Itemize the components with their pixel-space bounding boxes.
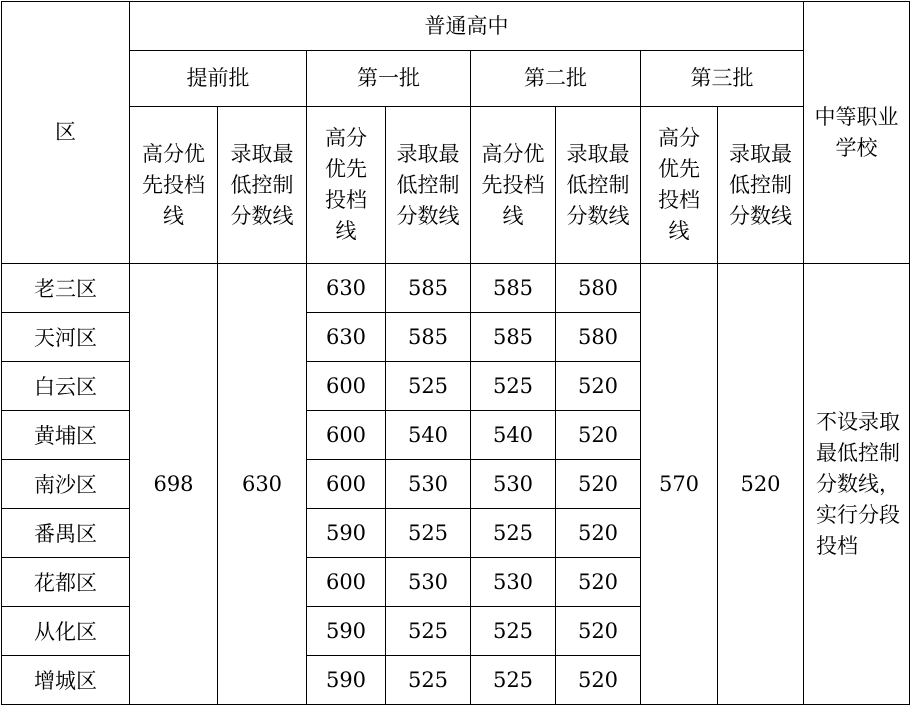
first-priority-score: 600 xyxy=(307,362,386,411)
third-min-col-header: 录取最低控制分数线 xyxy=(718,107,804,264)
third-priority-col-header: 高分优先投档线 xyxy=(641,107,718,264)
second-min-score: 520 xyxy=(556,558,641,607)
district-name: 花都区 xyxy=(2,558,130,607)
first-min-score: 530 xyxy=(386,558,471,607)
second-priority-col-header: 高分优先投档线 xyxy=(471,107,556,264)
first-min-score: 540 xyxy=(386,411,471,460)
second-min-score: 580 xyxy=(556,313,641,362)
second-priority-score: 540 xyxy=(471,411,556,460)
first-min-score: 525 xyxy=(386,656,471,705)
vocational-school-header: 中等职业学校 xyxy=(804,2,910,264)
first-min-col-header: 录取最低控制分数线 xyxy=(386,107,471,264)
second-priority-score: 585 xyxy=(471,313,556,362)
first-min-score: 585 xyxy=(386,313,471,362)
first-priority-score: 590 xyxy=(307,656,386,705)
first-priority-score: 590 xyxy=(307,509,386,558)
first-priority-score: 600 xyxy=(307,558,386,607)
first-priority-score: 630 xyxy=(307,313,386,362)
second-priority-score: 525 xyxy=(471,656,556,705)
district-name: 增城区 xyxy=(2,656,130,705)
third-priority-score: 570 xyxy=(641,264,718,705)
early-min-col-header: 录取最低控制分数线 xyxy=(218,107,307,264)
district-name: 白云区 xyxy=(2,362,130,411)
district-name: 老三区 xyxy=(2,264,130,313)
first-priority-score: 600 xyxy=(307,460,386,509)
early-priority-score: 698 xyxy=(130,264,218,705)
second-min-col-header: 录取最低控制分数线 xyxy=(556,107,641,264)
first-min-score: 525 xyxy=(386,362,471,411)
second-min-score: 520 xyxy=(556,362,641,411)
second-min-score: 520 xyxy=(556,411,641,460)
district-name: 南沙区 xyxy=(2,460,130,509)
vocational-note: 不设录取最低控制分数线，实行分段投档 xyxy=(804,264,910,705)
table-row xyxy=(2,264,910,313)
batch-second-header: 第二批 xyxy=(471,51,641,107)
early-priority-col-header: 高分优先投档线 xyxy=(130,107,218,264)
second-min-score: 520 xyxy=(556,656,641,705)
first-priority-score: 600 xyxy=(307,411,386,460)
district-name: 黄埔区 xyxy=(2,411,130,460)
first-min-score: 585 xyxy=(386,264,471,313)
second-priority-score: 585 xyxy=(471,264,556,313)
second-min-score: 520 xyxy=(556,607,641,656)
early-min-score: 630 xyxy=(218,264,307,705)
district-name: 番禺区 xyxy=(2,509,130,558)
second-min-score: 520 xyxy=(556,460,641,509)
second-priority-score: 525 xyxy=(471,607,556,656)
first-priority-col-header: 高分优先投档线 xyxy=(307,107,386,264)
district-name: 天河区 xyxy=(2,313,130,362)
regular-high-school-header: 普通高中 xyxy=(130,2,804,51)
batch-third-header: 第三批 xyxy=(641,51,804,107)
third-min-score: 520 xyxy=(718,264,804,705)
district-header: 区 xyxy=(2,2,130,264)
district-name: 从化区 xyxy=(2,607,130,656)
first-priority-score: 630 xyxy=(307,264,386,313)
admission-score-table xyxy=(1,1,910,705)
first-min-score: 525 xyxy=(386,509,471,558)
first-min-score: 530 xyxy=(386,460,471,509)
batch-first-header: 第一批 xyxy=(307,51,471,107)
first-min-score: 525 xyxy=(386,607,471,656)
second-priority-score: 525 xyxy=(471,509,556,558)
second-min-score: 520 xyxy=(556,509,641,558)
first-priority-score: 590 xyxy=(307,607,386,656)
second-priority-score: 525 xyxy=(471,362,556,411)
second-priority-score: 530 xyxy=(471,558,556,607)
second-min-score: 580 xyxy=(556,264,641,313)
second-priority-score: 530 xyxy=(471,460,556,509)
batch-early-header: 提前批 xyxy=(130,51,307,107)
